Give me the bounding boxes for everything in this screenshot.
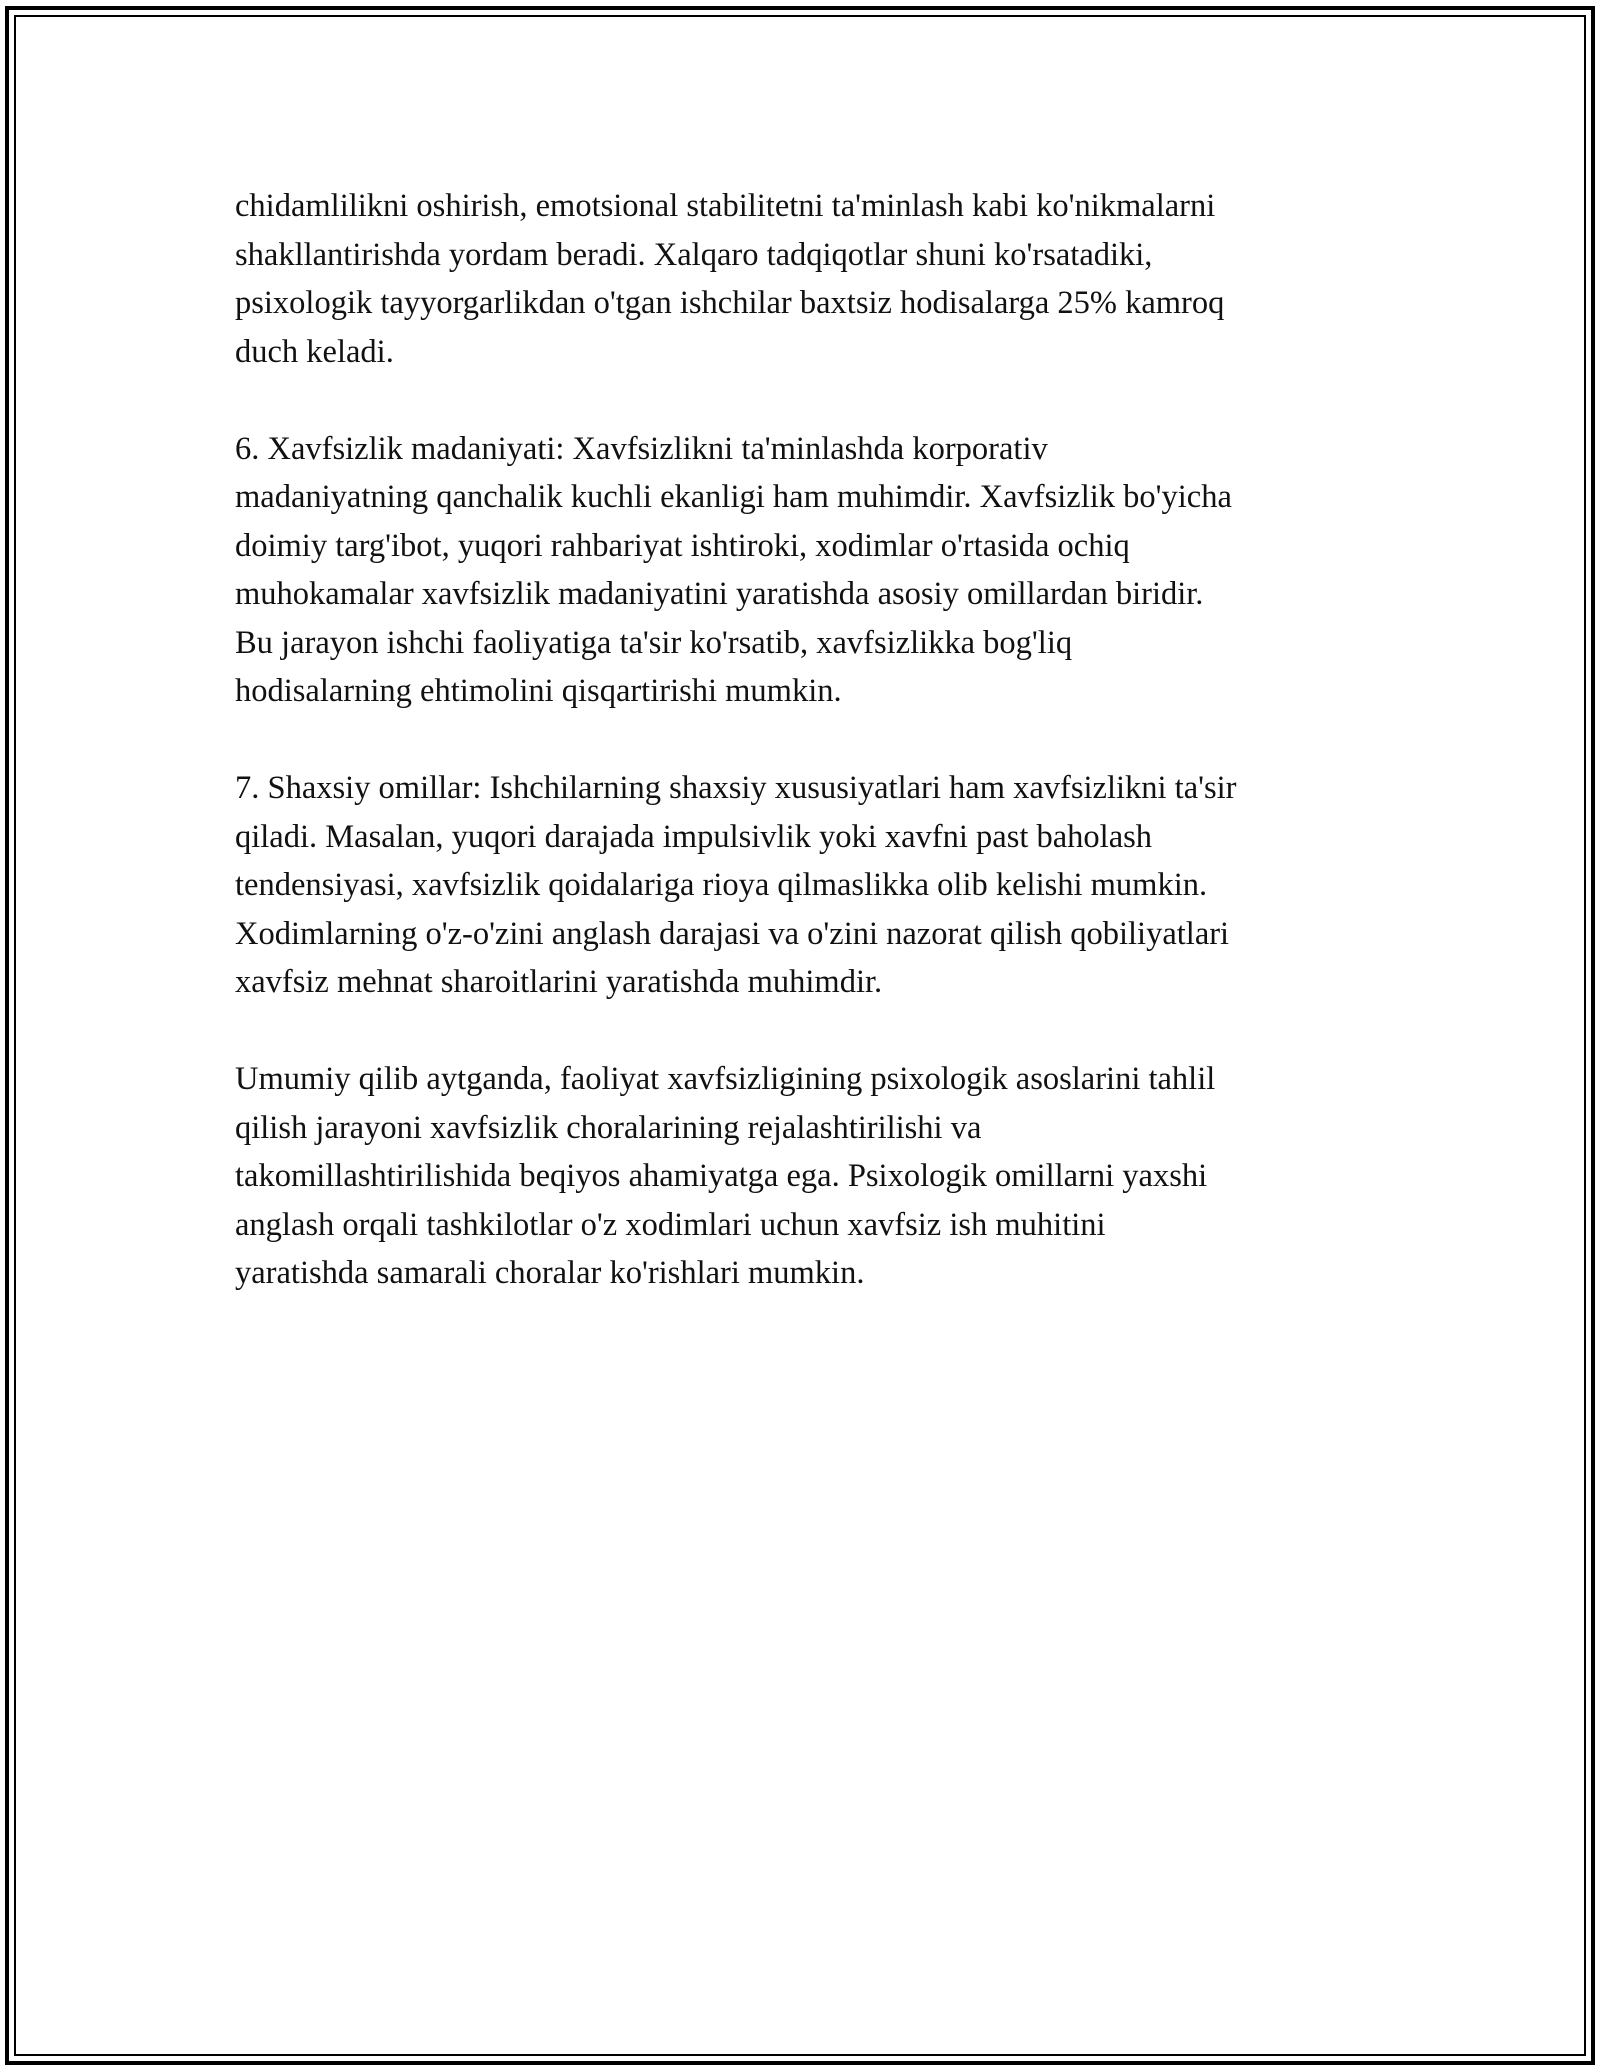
text-line: Xodimlarning o'z-o'zini anglash darajasi va o'zini nazorat qilish qobiliyatlari <box>235 915 1230 952</box>
text-line: Bu jarayon ishchi faoliyatiga ta'sir ko'rsatib, xavfsizlikka bog'liq <box>235 624 1073 661</box>
text-line: psixologik tayyorgarlikdan o'tgan ishchilar baxtsiz hodisalarga 25% kamroq <box>235 285 1225 321</box>
text-line: 7. Shaxsiy omillar: Ishchilarning shaxsiy xususiyatlari ham xavfsizlikni ta'sir <box>235 770 1237 806</box>
document-body <box>235 182 1375 1346</box>
text-line: duch keladi. <box>235 333 394 370</box>
text-line: xavfsiz mehnat sharoitlarini yaratishda muhimdir. <box>235 964 883 1000</box>
paragraph-continuation <box>235 182 1375 376</box>
text-line: doimiy targ'ibot, yuqori rahbariyat ishtiroki, xodimlar o'rtasida ochiq <box>235 527 1130 564</box>
text-line: tendensiyasi, xavfsizlik qoidalariga rioya qilmaslikka olib kelishi mumkin. <box>235 867 1208 903</box>
text-line: muhokamalar xavfsizlik madaniyatini yaratishda asosiy omillardan biridir. <box>235 576 1204 612</box>
paragraph-conclusion <box>235 1055 1375 1298</box>
paragraph-safety-culture <box>235 425 1375 716</box>
text-line: yaratishda samarali choralar ko'rishlari mumkin. <box>235 1255 865 1291</box>
text-line: takomillashtirilishida beqiyos ahamiyatga ega. Psixologik omillarni yaxshi <box>235 1158 1208 1194</box>
text-line: 6. Xavfsizlik madaniyati: Xavfsizlikni ta'minlashda korporativ <box>235 430 1048 467</box>
text-line: qilish jarayoni xavfsizlik choralarining rejalashtirilishi va <box>235 1109 982 1146</box>
text-line: anglash orqali tashkilotlar o'z xodimlari uchun xavfsiz ish muhitini <box>235 1206 1106 1243</box>
text-line: qiladi. Masalan, yuqori darajada impulsivlik yoki xavfni past baholash <box>235 818 1153 855</box>
text-line: shakllantirishda yordam beradi. Xalqaro tadqiqotlar shuni ko'rsatadiki, <box>235 236 1153 273</box>
text-line: madaniyatning qanchalik kuchli ekanligi ham muhimdir. Xavfsizlik bo'yicha <box>235 479 1232 515</box>
text-line: chidamlilikni oshirish, emotsional stabilitetni ta'minlash kabi ko'nikmalarni <box>235 188 1216 224</box>
paragraph-personal-factors <box>235 764 1375 1007</box>
text-line: hodisalarning ehtimolini qisqartirishi mumkin. <box>235 673 842 709</box>
text-line: Umumiy qilib aytganda, faoliyat xavfsizligining psixologik asoslarini tahlil <box>235 1061 1216 1097</box>
